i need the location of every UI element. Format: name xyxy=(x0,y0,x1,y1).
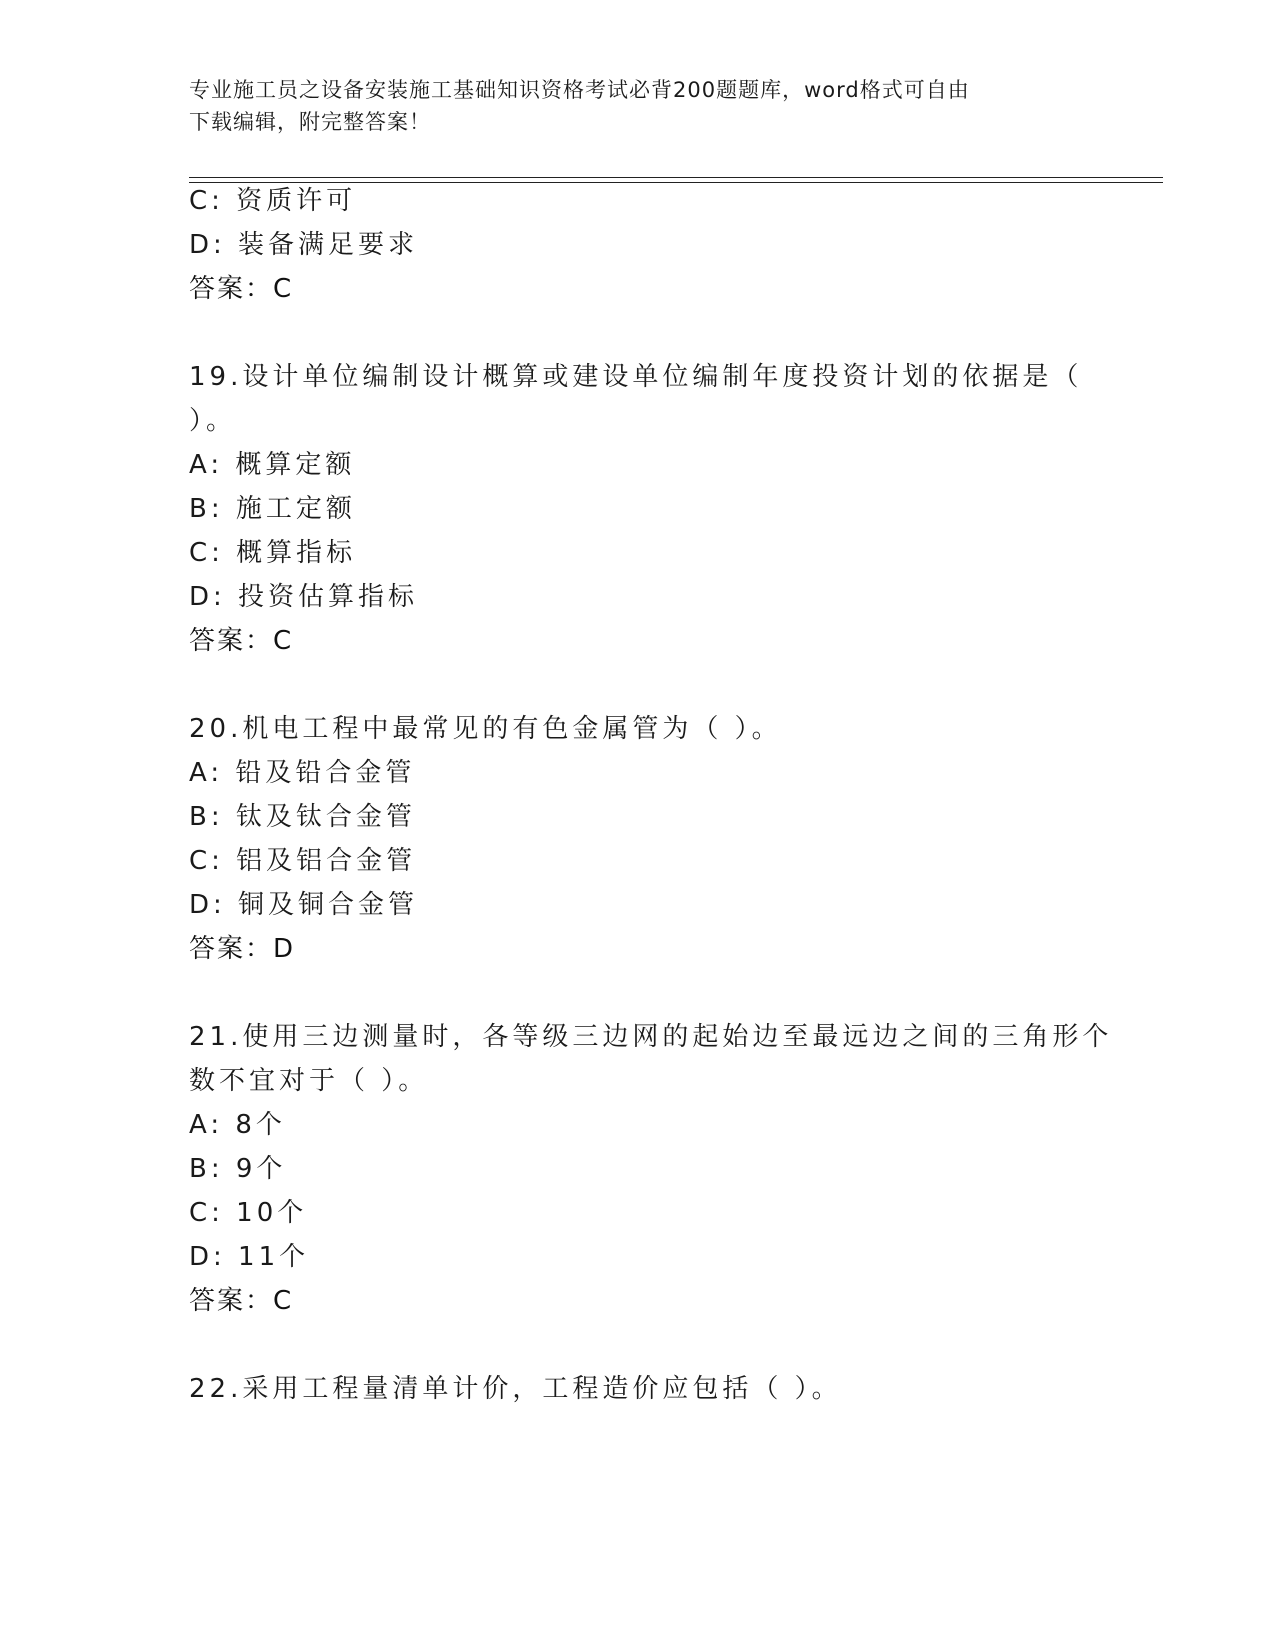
header-divider-top xyxy=(189,177,1163,178)
q18-answer: 答案：C xyxy=(189,274,294,304)
q19-option-c: C: 概算指标 xyxy=(189,538,357,568)
q22-stem: 22.采用工程量清单计价，工程造价应包括（ ）。 xyxy=(189,1374,842,1404)
q20-option-d: D: 铜及铜合金管 xyxy=(189,890,419,920)
q21-option-c: C: 10个 xyxy=(189,1198,308,1228)
q21-answer: 答案：C xyxy=(189,1286,294,1316)
header-line-2: 下载编辑，附完整答案！ xyxy=(189,110,431,134)
header-divider-bottom xyxy=(189,182,1163,183)
q20-option-b: B: 钛及钛合金管 xyxy=(189,802,416,832)
header-line-1: 专业施工员之设备安装施工基础知识资格考试必背200题题库，word格式可自由 xyxy=(189,78,970,102)
q20-option-c: C: 铝及铝合金管 xyxy=(189,846,417,876)
q19-stem-line-1: 19.设计单位编制设计概算或建设单位编制年度投资计划的依据是（ xyxy=(189,362,1083,392)
q21-option-d: D: 11个 xyxy=(189,1242,310,1272)
q19-stem-line-2: ）。 xyxy=(189,406,237,436)
q20-option-a: A: 铅及铅合金管 xyxy=(189,758,416,788)
q21-option-a: A: 8个 xyxy=(189,1110,286,1140)
q21-stem-line-1: 21.使用三边测量时，各等级三边网的起始边至最远边之间的三角形个 xyxy=(189,1022,1113,1052)
document-header xyxy=(189,74,1069,138)
q21-stem-line-2: 数不宜对于（ ）。 xyxy=(189,1066,429,1096)
q21-option-b: B: 9个 xyxy=(189,1154,287,1184)
q20-stem: 20.机电工程中最常见的有色金属管为（ ）。 xyxy=(189,714,782,744)
q18-option-d: D: 装备满足要求 xyxy=(189,230,419,260)
q19-option-b: B: 施工定额 xyxy=(189,494,356,524)
q18-option-c: C: 资质许可 xyxy=(189,186,357,216)
q19-option-d: D: 投资估算指标 xyxy=(189,582,419,612)
q20-answer: 答案：D xyxy=(189,934,296,964)
q19-answer: 答案：C xyxy=(189,626,294,656)
q19-option-a: A: 概算定额 xyxy=(189,450,356,480)
